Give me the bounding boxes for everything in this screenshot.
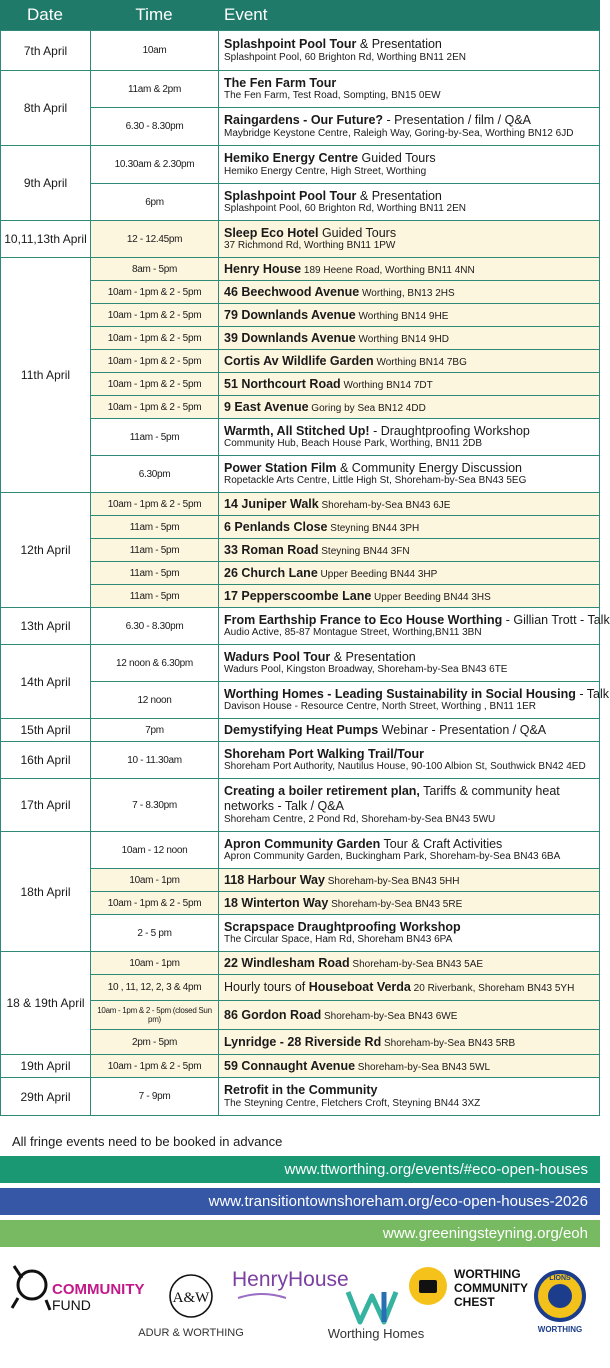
- event-name: Power Station Film: [224, 460, 337, 475]
- event-address: Apron Community Garden, Buckingham Park, Shoreham-by-Sea BN43 6BA: [224, 851, 561, 863]
- time-cell: 10am - 1pm & 2 - 5pm: [91, 396, 219, 419]
- table-row: [1, 281, 600, 304]
- date-cell: 7th April: [1, 31, 91, 71]
- table-row: [1, 31, 600, 71]
- worthing-homes-text: Worthing Homes: [327, 1326, 425, 1341]
- event-cell: [219, 645, 600, 682]
- event-address: Shoreham-by-Sea BN43 5RB: [381, 1037, 516, 1049]
- adur-worthing-text: ADUR & WORTHING: [138, 1327, 244, 1339]
- date-cell: 16th April: [1, 742, 91, 779]
- henry-house-logo: [232, 1268, 349, 1298]
- table-row: [1, 1001, 600, 1030]
- event-cell: [219, 1055, 600, 1078]
- table-row: [1, 71, 600, 108]
- event-title: [224, 113, 599, 128]
- event-title: [224, 686, 610, 702]
- event-cell: [219, 892, 600, 915]
- event-address: Shoreham Centre, 2 Pond Rd, Shoreham-by-Sea BN43 5WU: [224, 813, 496, 825]
- event-address: Davison House - Resource Centre, North Street, Worthing , BN11 1ER: [224, 701, 536, 713]
- event-title: [224, 377, 599, 392]
- time-cell: 10am - 1pm & 2 - 5pm: [91, 892, 219, 915]
- event-title-rest: Guided Tours: [358, 151, 436, 166]
- adur-worthing-logo: [138, 1275, 244, 1339]
- time-cell: 7 - 9pm: [91, 1078, 219, 1116]
- event-title: [224, 1008, 599, 1023]
- table-row: [1, 1078, 600, 1116]
- time-cell: 12 noon & 6.30pm: [91, 645, 219, 682]
- event-title: [224, 589, 599, 604]
- event-address: Ropetackle Arts Centre, Little High St, Shoreham-by-Sea BN43 5EG: [224, 475, 527, 487]
- event-title: [224, 497, 599, 512]
- event-title: [224, 285, 599, 300]
- event-name: Demystifying Heat Pumps: [224, 722, 379, 737]
- ttworthing-link[interactable]: www.ttworthing.org/events/#eco-open-houses: [0, 1156, 600, 1183]
- event-column-header: Event: [224, 5, 268, 24]
- time-cell: 10 , 11, 12, 2, 3 & 4pm: [91, 975, 219, 1001]
- time-cell: 10am - 1pm & 2 - 5pm: [91, 304, 219, 327]
- event-name: Creating a boiler retirement plan,: [224, 784, 420, 799]
- table-row: [1, 892, 600, 915]
- event-address: Shoreham-by-Sea BN43 5HH: [324, 875, 460, 887]
- time-cell: 6pm: [91, 184, 219, 221]
- event-cell: [219, 146, 600, 184]
- table-row: [1, 779, 600, 832]
- event-title-rest: Tour & Craft Activities: [380, 836, 503, 851]
- time-column-header: Time: [135, 5, 173, 24]
- time-cell: 10am - 1pm & 2 - 5pm (closed Sun pm): [91, 1001, 219, 1030]
- time-cell: 11am - 5pm: [91, 562, 219, 585]
- date-cell: 11th April: [1, 258, 91, 493]
- event-title: [224, 650, 599, 665]
- event-name: Sleep Eco Hotel: [224, 225, 319, 240]
- event-title: [224, 151, 599, 166]
- event-title: [224, 837, 599, 852]
- event-address: Upper Beeding BN44 3HP: [317, 568, 438, 580]
- table-row: [1, 304, 600, 327]
- event-name: Lynridge - 28 Riverside Rd: [224, 1034, 382, 1049]
- event-name: 22 Windlesham Road: [224, 955, 350, 970]
- event-address: Shoreham-by-Sea BN43 5AE: [349, 958, 484, 970]
- event-address: Shoreham-by-Sea BN43 6WE: [321, 1010, 458, 1022]
- time-cell: 10am - 1pm & 2 - 5pm: [91, 493, 219, 516]
- event-name: 46 Beechwood Avenue: [224, 284, 360, 299]
- table-row: [1, 915, 600, 952]
- time-cell: 11am - 5pm: [91, 516, 219, 539]
- event-name: Henry House: [224, 261, 302, 276]
- event-name: Wadurs Pool Tour: [224, 649, 331, 664]
- wcc-line3: CHEST: [454, 1295, 495, 1309]
- event-title-rest: & Presentation: [356, 188, 442, 203]
- table-row: [1, 585, 600, 608]
- event-title: [224, 1035, 599, 1050]
- event-name: Shoreham Port Walking Trail/Tour: [224, 746, 425, 761]
- event-name: 6 Penlands Close: [224, 519, 328, 534]
- event-cell: [219, 539, 600, 562]
- event-cell: [219, 779, 600, 832]
- table-row: [1, 869, 600, 892]
- event-cell: [219, 682, 610, 719]
- time-cell: 6.30 - 8.30pm: [91, 608, 219, 645]
- table-row: [1, 719, 600, 742]
- date-cell: 9th April: [1, 146, 91, 221]
- event-title-rest: - Talk: [575, 686, 610, 701]
- event-cell: [219, 869, 600, 892]
- table-row: [1, 493, 600, 516]
- date-cell: 14th April: [1, 645, 91, 719]
- event-title: [224, 920, 599, 935]
- event-title-rest: & Community Energy Discussion: [336, 460, 522, 475]
- table-row: [1, 184, 600, 221]
- table-header: [0, 0, 600, 30]
- event-cell: [219, 975, 600, 1001]
- time-cell: 10 - 11.30am: [91, 742, 219, 779]
- time-cell: 11am - 5pm: [91, 419, 219, 456]
- lions-worthing-text: WORTHING: [537, 1325, 583, 1334]
- event-title: [224, 723, 599, 738]
- event-name: 59 Connaught Avenue: [224, 1058, 356, 1073]
- event-cell: [219, 184, 600, 221]
- event-title: [224, 331, 599, 346]
- table-row: [1, 539, 600, 562]
- event-address: Worthing BN14 9HE: [355, 310, 449, 322]
- sponsor-logos: [0, 1256, 600, 1368]
- event-address: 189 Heene Road, Worthing BN11 4NN: [301, 264, 475, 276]
- event-cell: [219, 396, 600, 419]
- table-row: [1, 645, 600, 682]
- table-row: [1, 258, 600, 281]
- time-cell: 2 - 5 pm: [91, 915, 219, 952]
- event-name: The Fen Farm Tour: [224, 75, 337, 90]
- event-address: Maybridge Keystone Centre, Raleigh Way, Goring-by-Sea, Worthing BN12 6JD: [224, 127, 574, 139]
- event-name: Hemiko Energy Centre: [224, 151, 359, 166]
- event-title-rest: Tariffs & community heat networks - Talk / Q&A: [224, 784, 560, 814]
- date-cell: 15th April: [1, 719, 91, 742]
- worthing-community-chest-logo: [409, 1267, 528, 1309]
- event-name: Scrapspace Draughtproofing Workshop: [224, 919, 461, 934]
- event-title-rest: & Presentation: [356, 37, 442, 52]
- table-row: [1, 108, 600, 146]
- time-cell: 10am - 1pm & 2 - 5pm: [91, 327, 219, 350]
- event-name: 33 Roman Road: [224, 542, 319, 557]
- event-address: Worthing BN14 7BG: [373, 356, 467, 368]
- event-address: Goring by Sea BN12 4DD: [308, 402, 426, 414]
- event-title-prefix: Hourly tours of: [224, 980, 309, 995]
- event-cell: [219, 456, 600, 493]
- event-title: [224, 226, 599, 241]
- greening-steyning-link[interactable]: www.greeningsteyning.org/eoh: [0, 1220, 600, 1247]
- event-name: 51 Northcourt Road: [224, 376, 341, 391]
- time-cell: 11am - 5pm: [91, 585, 219, 608]
- event-address: Hemiko Energy Centre, High Street, Worthing: [224, 165, 427, 177]
- community-fund-logo: [12, 1266, 145, 1313]
- table-row: [1, 1030, 600, 1055]
- event-cell: [219, 373, 600, 396]
- time-cell: 10am - 1pm & 2 - 5pm: [91, 350, 219, 373]
- event-title: [224, 873, 599, 888]
- event-cell: [219, 585, 600, 608]
- event-title-rest: - Draughtproofing Workshop: [369, 423, 530, 438]
- event-title: [224, 980, 599, 995]
- date-cell: 8th April: [1, 71, 91, 146]
- event-cell: [219, 281, 600, 304]
- event-title: [224, 354, 599, 369]
- event-address: 20 Riverbank, Shoreham BN43 5YH: [410, 983, 575, 995]
- event-cell: [219, 832, 600, 869]
- date-cell: 13th April: [1, 608, 91, 645]
- event-name: 18 Winterton Way: [224, 895, 329, 910]
- event-cell: [219, 493, 600, 516]
- event-cell: [219, 108, 600, 146]
- table-row: [1, 1055, 600, 1078]
- event-cell: [219, 31, 600, 71]
- event-name: 118 Harbour Way: [224, 872, 325, 887]
- event-title: [224, 612, 610, 628]
- table-row: [1, 350, 600, 373]
- event-address: Shoreham Port Authority, Nautilus House, 90-100 Albion St, Southwick BN42 4ED: [224, 761, 586, 773]
- table-row: [1, 975, 600, 1001]
- table-row: [1, 419, 600, 456]
- time-cell: 6.30 - 8.30pm: [91, 108, 219, 146]
- event-title: [224, 400, 599, 415]
- event-name: 14 Juniper Walk: [224, 496, 319, 511]
- date-cell: 17th April: [1, 779, 91, 832]
- community-fund-line2: FUND: [52, 1297, 91, 1313]
- event-name: 86 Gordon Road: [224, 1007, 322, 1022]
- table-row: [1, 373, 600, 396]
- time-cell: 11am - 5pm: [91, 539, 219, 562]
- event-address: Shoreham-by-Sea BN43 6JE: [318, 499, 451, 511]
- event-title: [224, 956, 599, 971]
- table-row: [1, 146, 600, 184]
- event-cell: [219, 221, 600, 258]
- table-row: [1, 608, 600, 645]
- event-address: Splashpoint Pool, 60 Brighton Rd, Worthing BN11 2EN: [224, 51, 466, 63]
- event-address: Worthing BN14 7DT: [340, 379, 433, 391]
- event-address: Steyning BN44 3FN: [318, 545, 410, 557]
- event-cell: [219, 516, 600, 539]
- time-cell: 10am - 12 noon: [91, 832, 219, 869]
- event-title: [224, 784, 599, 814]
- event-name: 17 Pepperscoombe Lane: [224, 588, 372, 603]
- event-name: Retrofit in the Community: [224, 1083, 378, 1098]
- event-address: Worthing BN14 9HD: [355, 333, 449, 345]
- wcc-line2: COMMUNITY: [454, 1281, 528, 1295]
- table-row: [1, 682, 600, 719]
- event-cell: [219, 1001, 600, 1030]
- event-cell: [219, 742, 600, 779]
- events-table: [0, 30, 610, 1116]
- time-cell: 10am - 1pm: [91, 869, 219, 892]
- henry-house-text: HenryHouse: [232, 1268, 349, 1291]
- event-address: Splashpoint Pool, 60 Brighton Rd, Worthing BN11 2EN: [224, 203, 466, 215]
- event-cell: [219, 71, 600, 108]
- time-cell: 10am: [91, 31, 219, 71]
- wcc-line1: WORTHING: [454, 1267, 521, 1281]
- event-name: 26 Church Lane: [224, 565, 318, 580]
- event-name: 9 East Avenue: [224, 399, 309, 414]
- date-column-header: Date: [27, 5, 63, 24]
- event-name: Cortis Av Wildlife Garden: [224, 353, 374, 368]
- table-row: [1, 221, 600, 258]
- event-title-rest: - Presentation / film / Q&A: [383, 113, 532, 128]
- event-address: Shoreham-by-Sea BN43 5WL: [355, 1061, 491, 1073]
- event-name: Splashpoint Pool Tour: [224, 37, 357, 52]
- time-cell: 11am & 2pm: [91, 71, 219, 108]
- event-address: Upper Beeding BN44 3HS: [371, 591, 491, 603]
- time-cell: 7 - 8.30pm: [91, 779, 219, 832]
- table-row: [1, 396, 600, 419]
- event-name: Raingardens - Our Future?: [224, 113, 384, 128]
- event-title: [224, 461, 599, 476]
- time-cell: 10.30am & 2.30pm: [91, 146, 219, 184]
- time-cell: 10am - 1pm & 2 - 5pm: [91, 373, 219, 396]
- time-cell: 8am - 5pm: [91, 258, 219, 281]
- event-cell: [219, 1078, 600, 1116]
- event-cell: [219, 304, 600, 327]
- event-address: 37 Richmond Rd, Worthing BN11 1PW: [224, 240, 396, 252]
- transition-shoreham-link[interactable]: www.transitiontownshoreham.org/eco-open-houses-2026: [0, 1188, 600, 1215]
- event-name: Splashpoint Pool Tour: [224, 188, 357, 203]
- event-cell: [219, 419, 600, 456]
- event-title: [224, 520, 599, 535]
- time-cell: 2pm - 5pm: [91, 1030, 219, 1055]
- date-cell: 10,11,13th April: [1, 221, 91, 258]
- event-cell: [219, 350, 600, 373]
- event-title: [224, 424, 599, 439]
- event-title: [224, 262, 599, 277]
- event-cell: [219, 952, 600, 975]
- date-cell: 18 & 19th April: [1, 952, 91, 1055]
- table-row: [1, 327, 600, 350]
- event-cell: [219, 719, 600, 742]
- event-title: [224, 76, 599, 91]
- table-row: [1, 456, 600, 493]
- event-cell: [219, 608, 610, 645]
- event-address: The Fen Farm, Test Road, Sompting, BN15 0EW: [224, 90, 441, 102]
- event-title: [224, 189, 599, 204]
- event-title: [224, 1059, 599, 1074]
- table-row: [1, 562, 600, 585]
- time-cell: 7pm: [91, 719, 219, 742]
- time-cell: 12 noon: [91, 682, 219, 719]
- event-title: [224, 566, 599, 581]
- date-cell: 18th April: [1, 832, 91, 952]
- event-title: [224, 308, 599, 323]
- date-cell: 19th April: [1, 1055, 91, 1078]
- date-cell: 29th April: [1, 1078, 91, 1116]
- event-address: Community Hub, Beach House Park, Worthing, BN11 2DB: [224, 438, 483, 450]
- time-cell: 10am - 1pm & 2 - 5pm: [91, 1055, 219, 1078]
- aw-mark: A&W: [172, 1290, 210, 1306]
- event-address: The Circular Space, Ham Rd, Shoreham BN43 6PA: [224, 934, 453, 946]
- event-cell: [219, 562, 600, 585]
- event-title: [224, 1083, 599, 1098]
- event-name: From Earthship France to Eco House Worthing: [224, 612, 503, 627]
- event-cell: [219, 327, 600, 350]
- lions-text: LIONS: [549, 1275, 571, 1282]
- event-cell: [219, 258, 600, 281]
- lions-worthing-logo: [536, 1272, 584, 1334]
- table-row: [1, 516, 600, 539]
- event-name: Worthing Homes - Leading Sustainability in Social Housing: [224, 686, 576, 701]
- event-address: The Steyning Centre, Fletchers Croft, Steyning BN44 3XZ: [224, 1097, 481, 1109]
- worthing-homes-logo: [328, 1292, 425, 1341]
- table-row: [1, 832, 600, 869]
- event-name: Houseboat Verda: [308, 980, 411, 995]
- event-title: [224, 747, 599, 762]
- event-address: Audio Active, 85-87 Montague Street, Worthing,BN11 3BN: [224, 627, 482, 639]
- community-fund-line1: COMMUNITY: [52, 1281, 145, 1298]
- event-name: 39 Downlands Avenue: [224, 330, 356, 345]
- event-title-rest: & Presentation: [330, 649, 416, 664]
- event-address: Steyning BN44 3PH: [327, 522, 420, 534]
- event-address: Worthing, BN13 2HS: [359, 287, 455, 299]
- time-cell: 10am - 1pm & 2 - 5pm: [91, 281, 219, 304]
- time-cell: 10am - 1pm: [91, 952, 219, 975]
- time-cell: 6.30pm: [91, 456, 219, 493]
- event-name: Warmth, All Stitched Up!: [224, 423, 370, 438]
- time-cell: 12 - 12.45pm: [91, 221, 219, 258]
- table-row: [1, 952, 600, 975]
- event-title-rest: - Gillian Trott - Talk: [502, 612, 610, 627]
- event-title: [224, 37, 599, 52]
- event-cell: [219, 1030, 600, 1055]
- event-address: Shoreham-by-Sea BN43 5RE: [328, 898, 463, 910]
- table-row: [1, 742, 600, 779]
- event-title: [224, 896, 599, 911]
- event-cell: [219, 915, 600, 952]
- booking-note: All fringe events need to be booked in advance: [12, 1134, 283, 1149]
- event-name: 79 Downlands Avenue: [224, 307, 356, 322]
- date-cell: 12th April: [1, 493, 91, 608]
- event-address: Wadurs Pool, Kingston Broadway, Shoreham-by-Sea BN43 6TE: [224, 664, 508, 676]
- event-title: [224, 543, 599, 558]
- event-title-rest: Webinar - Presentation / Q&A: [378, 722, 547, 737]
- event-title-rest: Guided Tours: [318, 225, 397, 240]
- event-name: Apron Community Garden: [224, 836, 381, 851]
